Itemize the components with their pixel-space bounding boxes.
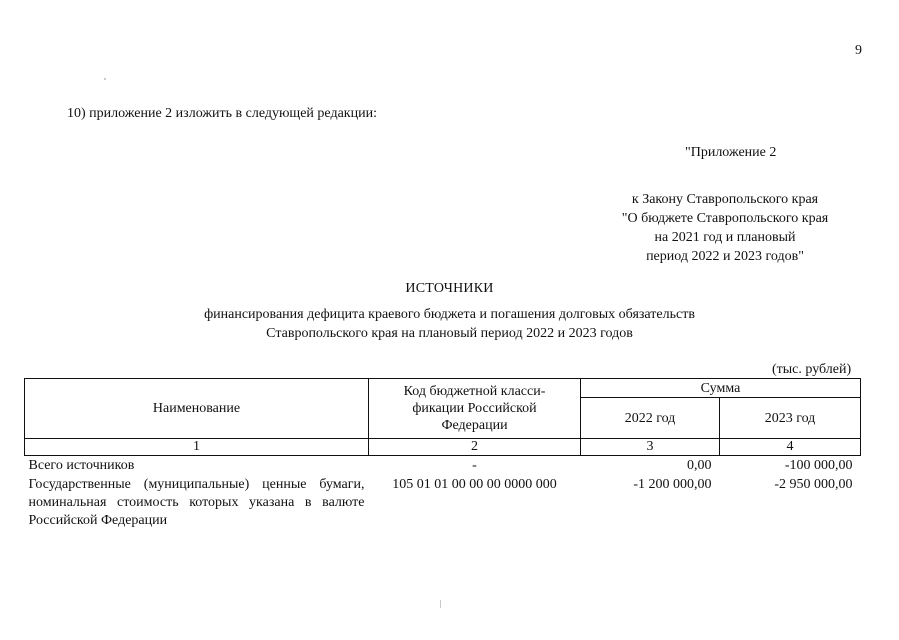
column-number: 3 [581,439,720,456]
subtitle-line: финансирования дефицита краевого бюджета и погашения долговых обязательств [204,307,695,322]
appendix-line: период 2022 и 2023 годов" [646,249,804,264]
document-title: ИСТОЧНИКИ [405,281,494,296]
page-number: 9 [855,43,862,58]
row-code: 105 01 01 00 00 00 0000 000 [392,477,557,492]
row-code: - [472,458,477,473]
units-label: (тыс. рублей) [772,362,852,377]
row-value-2023: -100 000,00 [784,458,853,473]
table-row [25,475,861,530]
appendix-line: "О бюджете Ставропольского края [621,211,829,226]
document-subtitle [0,305,899,343]
header-code: Код бюджетной класси- фикации Российской Федерации [369,379,581,439]
scan-speck [440,600,441,608]
intro-paragraph: 10) приложение 2 изложить в следующей редакции: [67,106,377,121]
row-name: Государственные (муниципальные) ценные бумаги, номинальная стоимость которых указана в валюте Российской Федерации [28,477,365,528]
sources-table [24,378,860,530]
row-value-2022: 0,00 [687,458,712,473]
appendix-title: "Приложение 2 [685,145,777,160]
header-year-2022: 2022 год [581,398,720,439]
column-number: 1 [25,439,369,456]
appendix-line: на 2021 год и плановый [654,230,796,245]
column-number: 2 [369,439,581,456]
header-sum: Сумма [581,379,861,398]
table-row [25,456,861,476]
appendix-reference [600,190,850,266]
row-name: Всего источников [28,458,135,473]
header-year-2023: 2023 год [720,398,861,439]
appendix-line: к Закону Ставропольского края [631,192,819,207]
column-number: 4 [720,439,861,456]
row-value-2022: -1 200 000,00 [633,477,712,492]
row-value-2023: -2 950 000,00 [774,477,853,492]
scan-speck [104,78,106,80]
header-name: Наименование [25,379,369,439]
subtitle-line: Ставропольского края на плановый период 2022 и 2023 годов [266,326,633,341]
